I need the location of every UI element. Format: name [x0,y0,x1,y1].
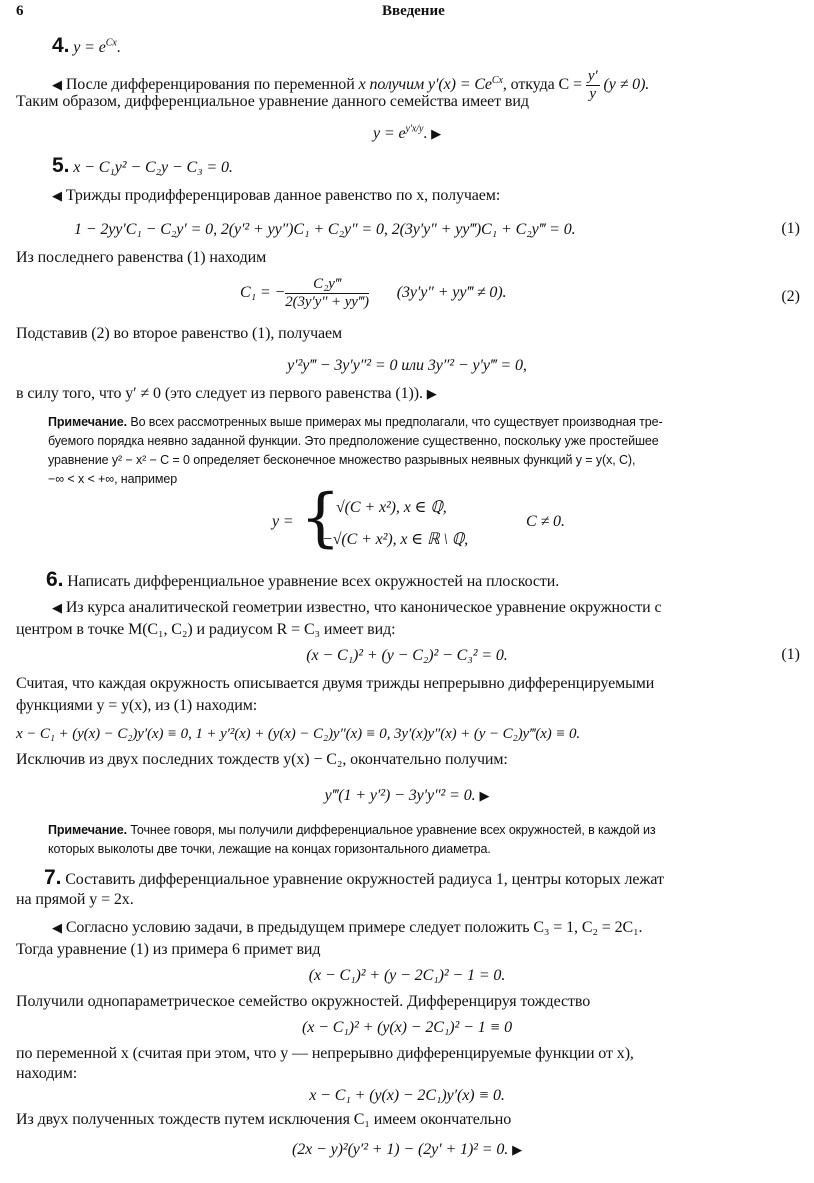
note-1-line-2: буемого порядка неявно заданной функции. Это предположение существенно, поскольку уже простейшее [48,434,659,448]
formula: x − C₁ + (y(x) − C₂)y′(x) ≡ 0, 1 + y′²(x) + (y(x) − C₂)y″(x) ≡ 0, 3y′(x)y″(x) + (y − C₂)y‴(x) ≡ 0. [16,726,581,742]
exponent: Cx [105,37,117,49]
problem-7-equation-2 [0,1018,814,1038]
problem-7-line-6: Из двух полученных тождеств путем исключения C₁ имеем окончательно [16,1111,512,1128]
problem-7-heading-2: на прямой y = 2x. [16,891,134,908]
page-number: 6 [16,3,24,19]
problem-number: 6. [46,568,64,591]
numerator: y′ [587,68,598,84]
text: Согласно условию задачи, в предыдущем примере следует положить C₃ = 1, C₂ = 2C₁. [65,919,643,936]
formula: y = [272,513,294,530]
problem-7-line-1 [52,918,800,938]
formula: 1 − 2yy′C₁ − C₂y′ = 0, 2(y′² + yy″)C₁ + C₂y″ = 0, 2(3y′y″ + yy‴)C₁ + C₂y‴ = 0. [74,221,576,238]
problem-6-equation-2 [16,724,800,744]
text: Написать дифференциальное уравнение всех окружностей на плоскости. [63,573,560,590]
problem-6-line-3: Считая, что каждая окружность описывается двумя трижды непрерывно дифференцируемыми [16,675,655,692]
problem-number: 5. [52,154,70,177]
problem-5-heading [52,156,800,178]
problem-7-equation-4 [0,1140,814,1160]
formula: (x − C₁)² + (y − 2C₁)² − 1 = 0. [308,967,506,984]
problem-5-line-4 [16,384,800,404]
formula: −√(C + x²), x ∈ ℝ \ ℚ, [322,531,469,548]
solution-end-mark: ▶ [479,788,490,803]
problem-5-equation-2 [240,276,800,311]
problem-7-equation-1 [0,966,814,986]
note-2-line-1 [48,822,800,839]
text: После дифференцирования по переменной [65,76,359,94]
formula: (x − C₁)² + (y − C₂)² − C₃² = 0. [306,647,508,664]
note-1-line-4: −∞ < x < +∞, например [48,472,178,486]
note-label: Примечание. [48,823,127,837]
problem-6-equation-3 [0,786,814,806]
formula: C₁ = − [240,284,286,302]
solution-end-mark: ▶ [426,386,437,401]
problem-5-line-3: Подставив (2) во второе равенство (1), получаем [16,325,343,342]
formula: (y ≠ 0). [599,76,650,94]
text: Трижды продифференцировав данное равенство по x, получаем: [65,187,501,204]
problem-4-equation [0,124,814,144]
problem-7-line-3: Получили однопараметрическое семейство окружностей. Дифференцируя тождество [16,993,591,1010]
condition: (3y′y″ + yy‴ ≠ 0). [396,284,507,302]
problem-7-heading [44,868,800,890]
formula: x − C₁ + (y(x) − 2C₁)y′(x) ≡ 0. [309,1087,505,1104]
problem-7-line-4: по переменной x (считая при этом, что y — непрерывно дифференцируемые функции от x), [16,1045,634,1062]
solution-start-mark: ◀ [52,188,62,203]
problem-6-line-5: Исключив из двух последних тождеств y(x) − C₂, окончательно получим: [16,751,508,768]
problem-7-line-2: Тогда уравнение (1) из примера 6 примет вид [16,941,321,958]
problem-number: 4. [52,34,70,57]
formula: y′²y‴ − 3y′y″² = 0 или 3y″² − y′y‴ = 0, [287,357,527,374]
problem-6-line-1 [52,598,800,618]
problem-7-line-5: находим: [16,1065,78,1082]
note-1-line-1 [48,414,800,431]
text: , откуда C = [502,76,586,94]
system-condition [526,512,800,532]
note-2-line-2: которых выколоты две точки, лежащие на концах горизонтального диаметра. [48,842,491,856]
problem-6-line-2: центром в точке M(C₁, C₂) и радиусом R = C₃ имеет вид: [16,621,396,638]
note-1-line-3: уравнение y² − x² − C = 0 определяет бесконечное множество разрывных неявных функций y = y(x, C), [48,453,636,467]
formula: y‴(1 + y′²) − 3y′y″² = 0. [324,787,476,804]
formula: C ≠ 0. [526,513,565,530]
solution-end-mark: ▶ [512,1142,522,1157]
formula: √(C + x²), x ∈ ℚ, [336,499,447,516]
problem-6-line-4: функциями y = y(x), из (1) находим: [16,697,258,714]
text: Во всех рассмотренных выше примерах мы предполагали, что существует производная тре- [126,415,663,429]
formula: (x − C₁)² + (y(x) − 2C₁)² − 1 ≡ 0 [301,1019,513,1036]
denominator: y [589,86,596,102]
formula: x − C₁y² − C₂y − C₃ = 0. [73,159,233,176]
problem-4-line-2: Таким образом, дифференциальное уравнение данного семейства имеет вид [16,93,529,110]
solution-end-mark: ▶ [431,126,442,141]
text: в силу того, что y′ ≠ 0 (это следует из первого равенства (1)). [16,385,423,402]
formula: y = e [73,39,106,56]
equation-number: (2) [781,288,800,305]
text: . [423,125,428,142]
problem-4-heading: 4. $y = e^{Cx}$. [52,34,121,57]
exponent: y′x/y [405,123,424,135]
problem-7-equation-3 [0,1086,814,1106]
solution-start-mark: ◀ [52,600,62,615]
numerator: C₂y‴ [285,276,369,294]
problem-5-equation-1 [74,220,800,240]
system-row-2 [322,530,800,550]
solution-start-mark: ◀ [52,77,62,93]
left-brace: { [300,481,341,555]
problem-5-equation-3 [0,356,814,376]
running-title: Введение [382,3,445,19]
equation-number: (1) [781,646,800,663]
problem-4-line-1: ◀ После дифференцирования по переменной x получим $y'(x) = Ce^{Cx}$, откуда C = $\frac{y'}{y}$ (y ≠ 0). [52,68,650,102]
formula: (2x − y)²(y′² + 1) − (2y′ + 1)² = 0. [292,1141,509,1158]
fraction [285,276,369,311]
denominator: 2(3y′y″ + yy‴) [285,294,369,310]
problem-5-line-1 [52,186,800,206]
text: Составить дифференциальное уравнение окружностей радиуса 1, центры которых лежат [61,871,664,888]
solution-start-mark: ◀ [52,920,62,935]
problem-6-equation-1 [0,646,814,666]
problem-6-heading [46,570,800,592]
problem-number: 7. [44,866,62,889]
text: Из курса аналитической геометрии известно, что каноническое уравнение окружности с [65,599,662,616]
text: Точнее говоря, мы получили дифференциальное уравнение всех окружностей, в каждой из [126,823,656,837]
equation-number: (1) [781,220,800,237]
note-label: Примечание. [48,415,127,429]
formula: y = e [372,125,406,142]
formula: получим y′(x) = Ce [365,76,492,94]
exponent: Cx [491,74,503,86]
problem-5-line-2: Из последнего равенства (1) находим [16,249,267,266]
